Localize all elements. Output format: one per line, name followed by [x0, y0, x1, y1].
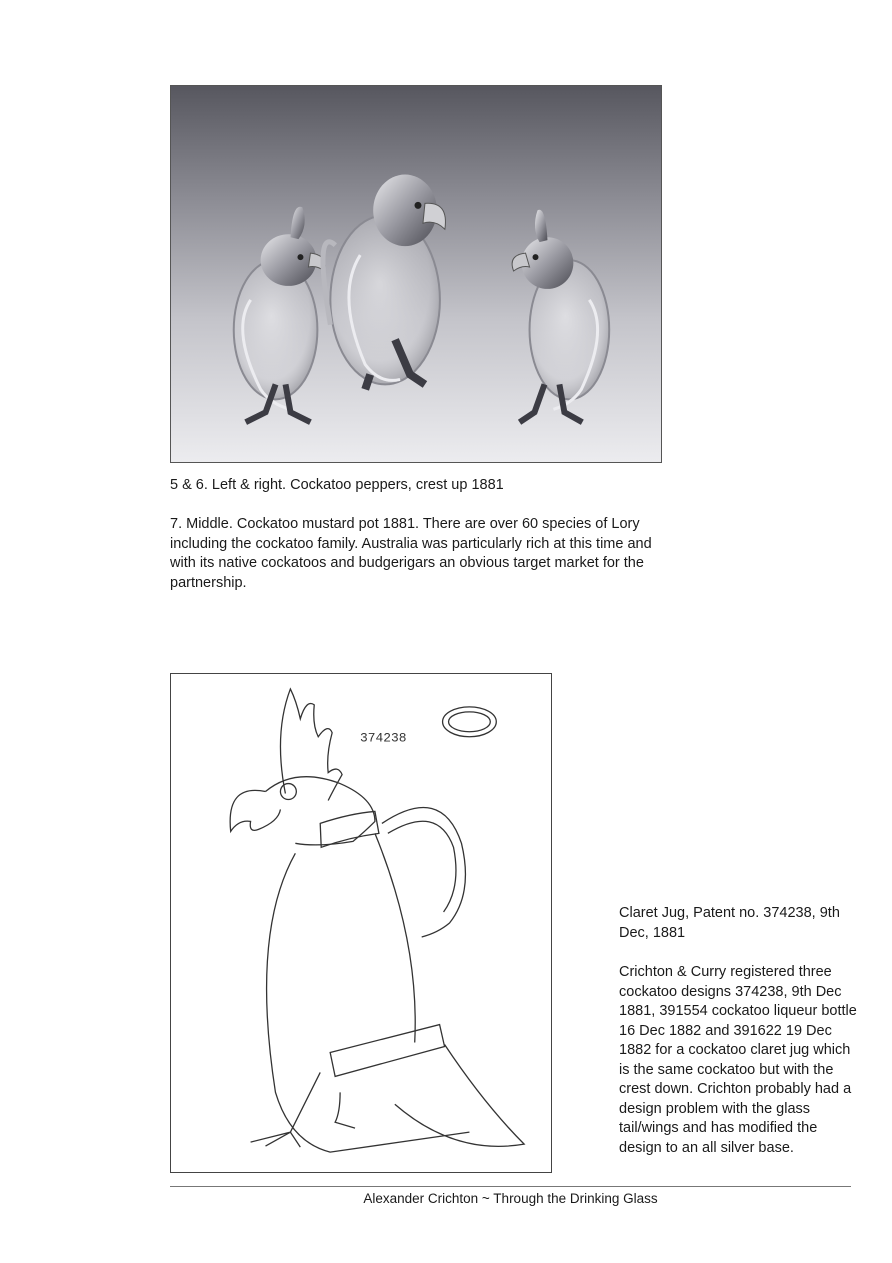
footer-divider: [170, 1186, 851, 1187]
caption-mustard: 7. Middle. Cockatoo mustard pot 1881. There are over 60 species of Lory including the cockatoo family. Australia was particularly rich at this time and with its native cockatoos and budgerigars an obvious target market for the partnership.: [170, 516, 652, 591]
side-body: Crichton & Curry registered three cockatoo designs 374238, 9th Dec 1881, 391554 cockatoo liqueur bottle 16 Dec 1882 and 391622 19 Dec 1882 for a cockatoo claret jug which is the same cockatoo but with the crest down. Crichton probably had a design problem with the glass tail/wings and has modified the design to an all silver base.: [619, 964, 857, 1156]
side-title: Claret Jug, Patent no. 374238, 9th Dec, 1881: [619, 905, 840, 941]
patent-drawing: [170, 673, 552, 1173]
registration-number: 374238: [360, 730, 407, 746]
patent-drawing-illustration: [171, 674, 551, 1172]
cockatoo-photo-illustration: [171, 86, 661, 462]
middle-mustard-pot: [323, 175, 445, 390]
left-pepper: [234, 207, 325, 422]
caption-peppers: 5 & 6. Left & right. Cockatoo peppers, crest up 1881: [170, 477, 504, 493]
right-pepper: [512, 210, 609, 422]
page-footer: Alexander Crichton ~ Through the Drinking Glass: [363, 1191, 658, 1206]
cockatoo-photo: [170, 85, 662, 463]
